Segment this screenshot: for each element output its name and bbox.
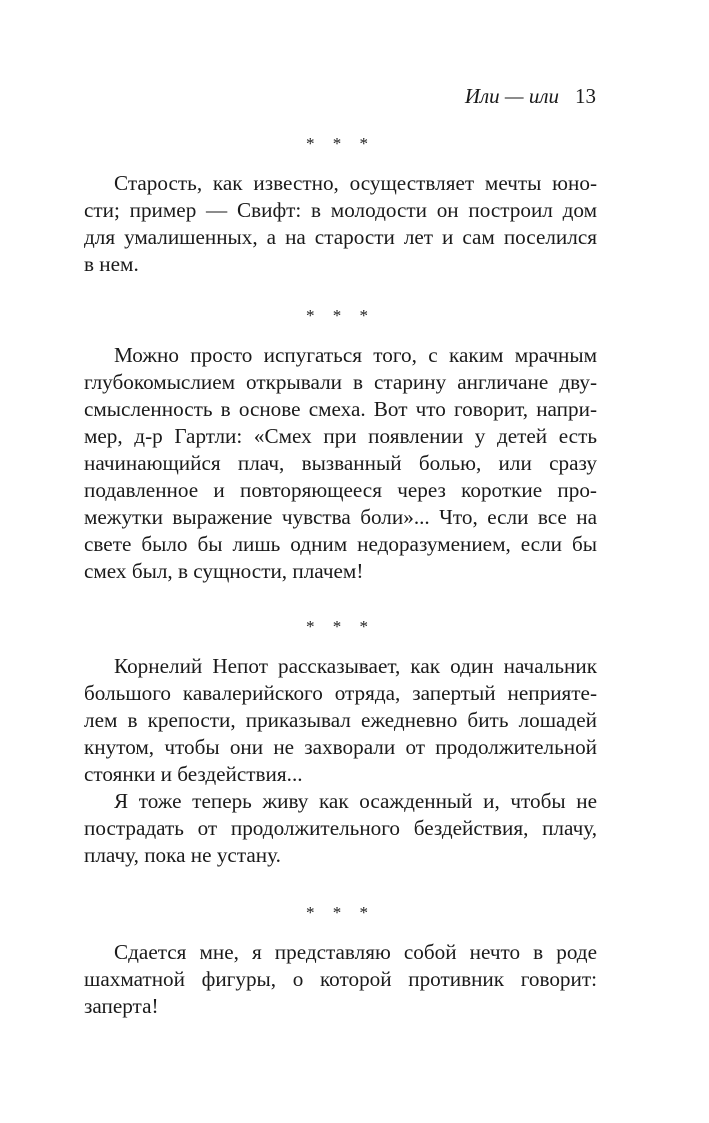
text-line: стоянки и бездействия...: [84, 762, 303, 786]
text-line: Я тоже теперь живу как осажденный и, чтобы не: [114, 789, 597, 813]
running-head: [465, 84, 596, 108]
text-line: начинающийся плач, вызванный болью, или сразу: [84, 451, 597, 475]
text-line: кнутом, чтобы они не захворали от продолжительной: [84, 735, 597, 759]
section-separator: * * *: [306, 306, 375, 325]
text-line: плачу, пока не устану.: [84, 843, 281, 867]
text-line: смех был, в сущности, плачем!: [84, 559, 364, 583]
text-line: в нем.: [84, 252, 139, 276]
paragraph: [84, 653, 597, 869]
text-line: свете было бы лишь одним недоразумением, если бы: [84, 532, 597, 556]
section-separator: * * *: [306, 617, 375, 636]
text-line: лем в крепости, приказывал ежедневно бить лошадей: [84, 708, 597, 732]
text-line: заперта!: [84, 994, 159, 1018]
text-line: подавленное и повторяющееся через короткие про-: [84, 478, 597, 502]
text-line: Корнелий Непот рассказывает, как один начальник: [114, 654, 597, 678]
text-line: для умалишенных, а на старости лет и сам поселился: [84, 225, 597, 249]
paragraph: [84, 939, 597, 1020]
running-title: Или — или: [464, 84, 559, 108]
paragraph: [84, 342, 597, 585]
paragraph: [84, 170, 597, 278]
page-number: 13: [575, 84, 596, 108]
text-line: Старость, как известно, осуществляет мечты юно-: [114, 171, 597, 195]
text-line: большого кавалерийского отряда, запертый неприяте-: [84, 681, 597, 705]
text-line: глубокомыслием открывали в старину англичане дву-: [84, 370, 597, 394]
text-line: Сдается мне, я представляю собой нечто в роде: [114, 940, 597, 964]
text-line: сти; пример — Свифт: в молодости он построил дом: [84, 198, 597, 222]
section-separator: * * *: [306, 903, 375, 922]
text-line: пострадать от продолжительного бездействия, плачу,: [84, 816, 597, 840]
text-line: Можно просто испугаться того, с каким мрачным: [114, 343, 597, 367]
text-line: смысленность в основе смеха. Вот что говорит, напри-: [84, 397, 597, 421]
text-line: мер, д-р Гартли: «Смех при появлении у детей есть: [84, 424, 597, 448]
text-line: шахматной фигуры, о которой противник говорит:: [84, 967, 597, 991]
section-separator: * * *: [306, 134, 375, 153]
text-line: межутки выражение чувства боли»... Что, если все на: [84, 505, 597, 529]
